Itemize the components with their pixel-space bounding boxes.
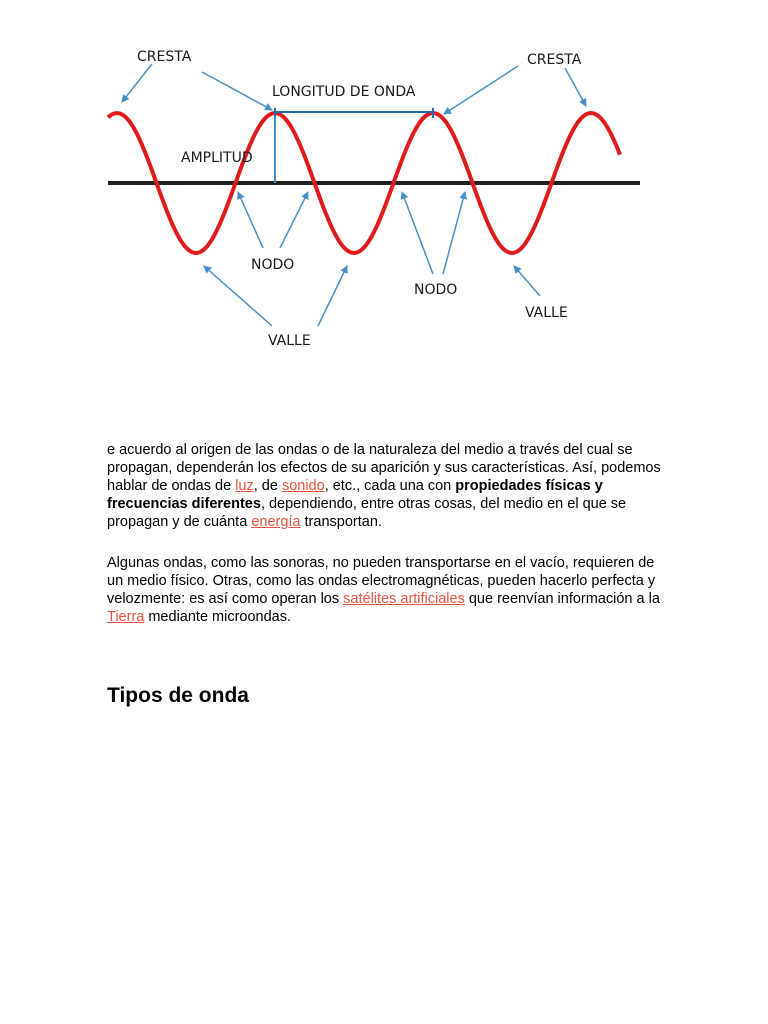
arrow-node-3 [402,192,433,274]
paragraph-text: , etc., cada una con [324,478,456,494]
label-valley-left: VALLE [268,333,311,349]
bold-phrase: propiedades físicas y frecuencias diferentes [107,478,603,512]
label-amplitude: AMPLITUD [181,150,253,166]
link-energia[interactable]: energía [251,514,301,530]
label-crest-left: CRESTA [137,49,192,65]
link-satelites[interactable]: satélites artificiales [343,591,465,607]
arrow-crest-left-1 [122,64,152,102]
wave-diagram [100,30,660,365]
paragraph-text: e acuerdo al origen de las ondas o de la naturaleza del medio a través del cual se propagan, dependerán los efectos de su aparición y sus características. Así, podemos hablar de ondas de [107,442,661,494]
arrow-node-2 [280,192,308,248]
label-crest-right: CRESTA [527,52,582,68]
paragraph-text: transportan. [300,514,382,530]
arrow-node-4 [443,192,465,274]
paragraph-text: mediante microondas. [144,609,292,625]
label-node-right: NODO [414,282,458,298]
paragraph-intro [107,441,667,531]
arrow-node-1 [238,192,263,248]
label-wavelength: LONGITUD DE ONDA [272,84,416,100]
paragraph-text: que reenvían información a la [464,591,660,607]
arrow-valley-1 [204,266,272,326]
arrow-crest-left-2 [202,72,272,110]
paragraph-text: , dependiendo, entre otras cosas, del medio en el que se propagan y de cuánta [107,496,627,530]
paragraph-text: Algunas ondas, como las sonoras, no pueden transportarse en el vacío, requieren de un medio físico. Otras, como las ondas electromagnéticas, pueden hacerlo perfecta y velozmente: es así como operan los [107,555,656,607]
label-valley-right: VALLE [525,305,568,321]
section-heading: Tipos de onda [107,684,249,707]
arrow-crest-right-1 [444,66,518,114]
paragraph-vacuum [107,554,667,626]
link-sonido[interactable]: sonido [281,478,325,494]
arrow-crest-right-2 [565,68,586,106]
arrow-valley-3 [514,266,540,296]
paragraph-text: , de [253,478,282,494]
arrow-valley-2 [318,266,347,326]
label-node-left: NODO [251,257,295,273]
link-luz[interactable]: luz [235,478,254,494]
link-tierra[interactable]: Tierra [107,609,145,625]
